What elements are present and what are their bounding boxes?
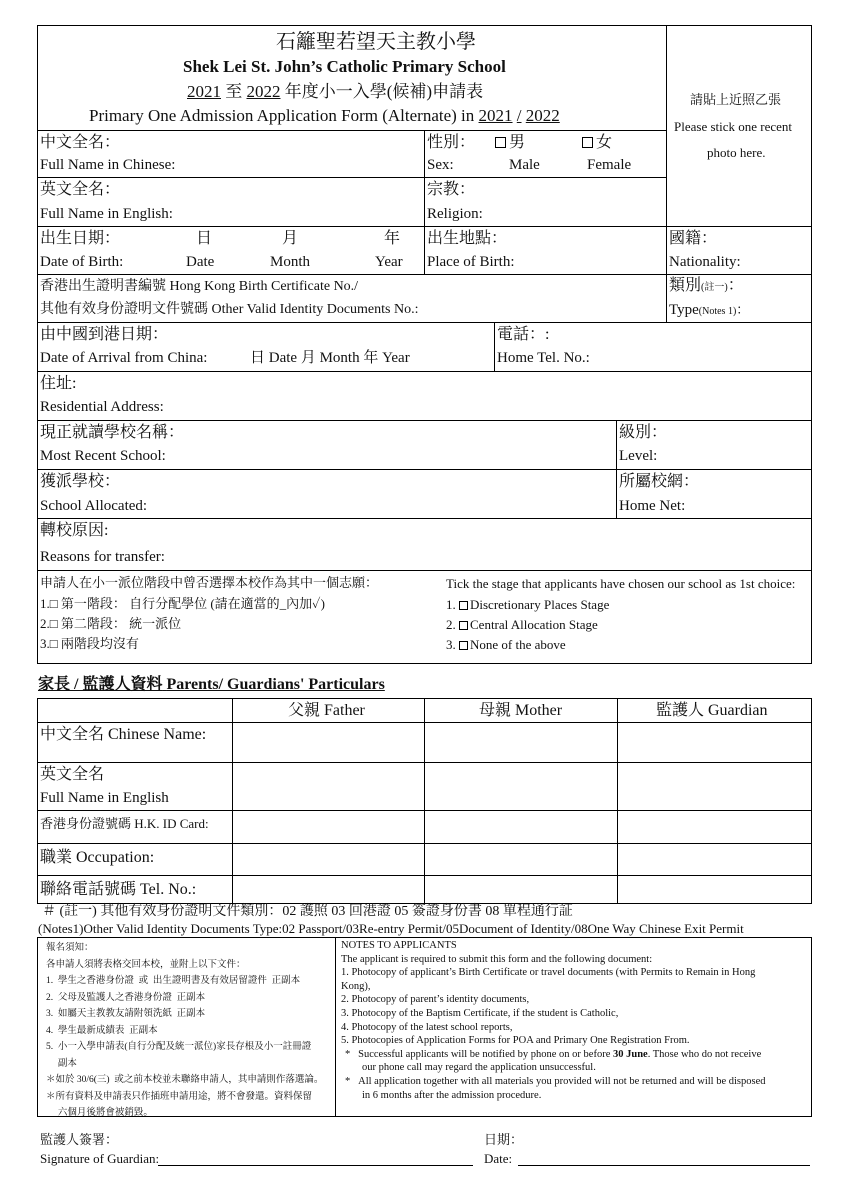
nationality-label-en: Nationality: xyxy=(669,254,741,270)
notice-cn-item: 3. 如屬天主教教友請附領洗紙 正副本 xyxy=(46,1009,206,1019)
photo-instruction-cn: 請貼上近照乙張 xyxy=(690,92,782,107)
cn-form-title: 年度小一入學(候補)申請表 xyxy=(284,82,484,101)
school-name-english: Shek Lei St. John’s Catholic Primary School xyxy=(183,57,506,76)
row-tel: 聯絡電話號碼 Tel. No.: xyxy=(40,881,197,898)
notice-en-item: 5. Photocopies of Application Forms for POA and Primary One Registration From. xyxy=(341,1035,690,1047)
notice-en-item: 3. Photocopy of the Baptism Certificate, if the student is Catholic, xyxy=(341,1007,619,1019)
religion-label-cn: 宗教： xyxy=(427,181,476,198)
choice-option-2-cn[interactable]: 2.□ 第二階段： 統一派位 xyxy=(40,616,182,631)
male-checkbox[interactable] xyxy=(495,137,506,148)
col-father: 父親 Father xyxy=(288,702,365,719)
signature-label-en: Signature of Guardian: xyxy=(40,1151,160,1166)
form-title-english xyxy=(89,107,560,124)
pob-label-en: Place of Birth: xyxy=(427,254,515,270)
name-en-label-en: Full Name in English: xyxy=(40,206,173,222)
notice-cn-block xyxy=(46,940,331,1122)
photo-instruction-en-1: Please stick one recent xyxy=(674,119,793,134)
choice-option-3-cn[interactable]: 3.□ 兩階段均沒有 xyxy=(40,636,139,651)
nationality-label-cn: 國籍： xyxy=(669,230,718,247)
tel-label-cn: 電話：: xyxy=(497,326,550,343)
choice-option-1-en[interactable]: 1. Discretionary Places Stage xyxy=(446,597,610,612)
parents-heading: 家長 / 監護人資料 Parents/ Guardians' Particulars xyxy=(38,676,385,693)
name-cn-label-en: Full Name in Chinese: xyxy=(40,157,176,173)
row-chinese-name: 中文全名 Chinese Name: xyxy=(40,726,207,743)
sex-label-en: Sex: xyxy=(427,157,454,173)
arrival-label-en: Date of Arrival from China: xyxy=(40,350,208,366)
signature-label-cn: 監護人簽署： xyxy=(40,1132,119,1147)
female-label-en: Female xyxy=(587,157,632,173)
reasons-label-en: Reasons for transfer: xyxy=(40,549,165,565)
homenet-label-en: Home Net: xyxy=(619,498,686,514)
row-english-name-2: Full Name in English xyxy=(40,790,169,806)
date-label-cn: 日期： xyxy=(484,1132,524,1147)
notice-en-item: 1. Photocopy of applicant’s Birth Certificate or travel documents (with Permits to Remain in Hong xyxy=(341,967,756,979)
arrival-date-parts: 日 Date 月 Month 年 Year xyxy=(250,350,410,366)
cn-year-start: 2021 xyxy=(187,82,221,101)
none-checkbox[interactable] xyxy=(459,641,468,650)
homenet-label-cn: 所屬校網： xyxy=(619,473,700,490)
choice-title-cn: 申請人在小一派位階段中曾否選擇本校作為其中一個志願： xyxy=(40,575,379,590)
sex-male-option-cn[interactable]: 男 xyxy=(495,135,525,151)
notice-cn-item: 2. 父母及監護人之香港身份證 正副本 xyxy=(46,992,206,1003)
notice-cn-title: 報名須知： xyxy=(46,943,94,953)
notes1-en: (Notes1)Other Valid Identity Documents Type:02 Passport/03Re-entry Permit/05Document of Identity/08One Way Chinese Exit Permit xyxy=(38,921,744,936)
notice-cn-intro: 各申請人須將表格交回本校，並附上以下文件： xyxy=(46,959,246,970)
notes1-cn: ＃ (註一) 其他有效身份證明文件類別：02 護照 03 回港證 05 簽證身份書 08 單程通行証 xyxy=(42,904,573,919)
reasons-label-cn: 轉校原因: xyxy=(40,522,109,539)
row-occupation: 職業 Occupation: xyxy=(40,849,155,866)
notice-en-star-2: * All application together with all materials you provided will not be returned and will be disposed xyxy=(345,1075,766,1087)
arrival-label-cn: 由中國到港日期： xyxy=(40,326,169,343)
notice-en-star-2-cont: in 6 months after the admission procedure. xyxy=(362,1089,542,1101)
notice-cn-item: ＊如於 30/6(三) 或之前本校並未聯絡申請人，其申請則作落選論。 xyxy=(46,1075,324,1085)
type-label-cn: 類別(註一)： xyxy=(669,277,744,294)
notice-cn-item: 5. 小一入學申請表(自行分配及統一派位)家長存根及小一註冊證 xyxy=(46,1042,312,1052)
dob-year-cn: 年 xyxy=(384,230,401,247)
photo-instruction-en-2: photo here. xyxy=(707,145,766,160)
notice-cn-item: 副本 xyxy=(46,1058,77,1069)
female-checkbox[interactable] xyxy=(582,137,593,148)
name-en-label-cn: 英文全名： xyxy=(40,181,121,198)
choice-option-1-cn[interactable]: 1.□ 第一階段： 自行分配學位 (請在適當的_內加✓) xyxy=(40,596,325,611)
school-label-en: Most Recent School: xyxy=(40,448,166,464)
notice-cn-item: ＊所有資料及申請表只作插班申請用途，將不會發還。資料保留 xyxy=(46,1091,313,1102)
level-label-cn: 級別： xyxy=(619,424,668,441)
notice-en-title: NOTES TO APPLICANTS xyxy=(341,940,457,951)
religion-label-en: Religion: xyxy=(427,206,483,222)
level-label-en: Level: xyxy=(619,448,658,464)
address-label-cn: 住址: xyxy=(40,375,77,392)
cn-year-end: 2022 xyxy=(246,82,281,101)
en-year-end: 2022 xyxy=(525,106,560,125)
notice-en-star-1: * Successful applicants will be notified by phone on or before 30 June. Those who do not receive xyxy=(345,1048,762,1060)
notice-cn-item: 1. 學生之香港身份證 或 出生證明書及有效居留證件 正副本 xyxy=(46,976,301,986)
school-name-chinese: 石籬聖若望天主教小學 xyxy=(276,31,476,53)
central-allocation-checkbox[interactable] xyxy=(459,621,468,630)
date-line[interactable] xyxy=(518,1165,810,1166)
address-label-en: Residential Address: xyxy=(40,399,164,415)
notice-en-item: 2. Photocopy of parent’s identity documents, xyxy=(341,994,530,1006)
discretionary-checkbox[interactable] xyxy=(459,601,468,610)
dob-month-cn: 月 xyxy=(282,230,299,247)
notice-en-block xyxy=(341,939,809,1102)
tel-label-en: Home Tel. No.: xyxy=(497,350,590,366)
signature-line[interactable] xyxy=(158,1165,473,1166)
row-english-name-1: 英文全名 xyxy=(40,766,105,783)
birth-cert-label-1: 香港出生證明書編號 Hong Kong Birth Certificate No./ xyxy=(40,279,359,294)
allocated-label-en: School Allocated: xyxy=(40,498,148,514)
choice-title-en: Tick the stage that applicants have chosen our school as 1st choice: xyxy=(446,576,796,591)
dob-label-en: Date of Birth: xyxy=(40,254,124,270)
en-form-title: Primary One Admission Application Form (Alternate) in xyxy=(89,106,475,125)
cn-year-to: 至 xyxy=(225,82,243,101)
notice-cn-item: 4. 學生最新成績表 正副本 xyxy=(46,1025,158,1036)
sex-label-cn: 性別： xyxy=(427,134,476,151)
dob-label-cn: 出生日期： xyxy=(40,230,121,247)
notice-cn-item: 六個月後將會被銷毀。 xyxy=(46,1108,153,1118)
form-title-chinese xyxy=(187,83,483,100)
pob-label-cn: 出生地點： xyxy=(427,230,508,247)
dob-year-en: Year xyxy=(375,254,403,270)
notice-en-item: 4. Photocopy of the latest school reports, xyxy=(341,1021,513,1033)
notice-en-item: Kong), xyxy=(341,980,371,992)
dob-month-en: Month xyxy=(270,254,311,270)
dob-day-en: Date xyxy=(186,254,215,270)
school-label-cn: 現正就讀學校名稱： xyxy=(40,424,185,441)
allocated-label-cn: 獲派學校： xyxy=(40,473,121,490)
type-label-en: Type(Notes 1)： xyxy=(669,302,750,318)
name-cn-label-cn: 中文全名： xyxy=(40,134,121,151)
row-hkid: 香港身份證號碼 H.K. ID Card: xyxy=(40,816,209,831)
en-year-sep: / xyxy=(516,106,522,125)
col-mother: 母親 Mother xyxy=(479,702,563,719)
col-guardian: 監護人 Guardian xyxy=(656,702,768,719)
notice-en-star-1-cont: our phone call may regard the application unsuccessful. xyxy=(362,1062,596,1074)
en-year-start: 2021 xyxy=(478,106,513,125)
male-label-en: Male xyxy=(509,157,540,173)
choice-option-2-en[interactable]: 2. Central Allocation Stage xyxy=(446,617,598,632)
sex-female-option-cn[interactable]: 女 xyxy=(582,135,612,151)
choice-option-3-en[interactable]: 3. None of the above xyxy=(446,637,566,652)
birth-cert-label-2: 其他有效身份證明文件號碼 Other Valid Identity Documents No.: xyxy=(40,302,419,317)
notice-en-intro: The applicant is required to submit this form and the following document: xyxy=(341,953,653,965)
date-label-en: Date: xyxy=(484,1151,513,1166)
dob-day-cn: 日 xyxy=(196,230,213,247)
